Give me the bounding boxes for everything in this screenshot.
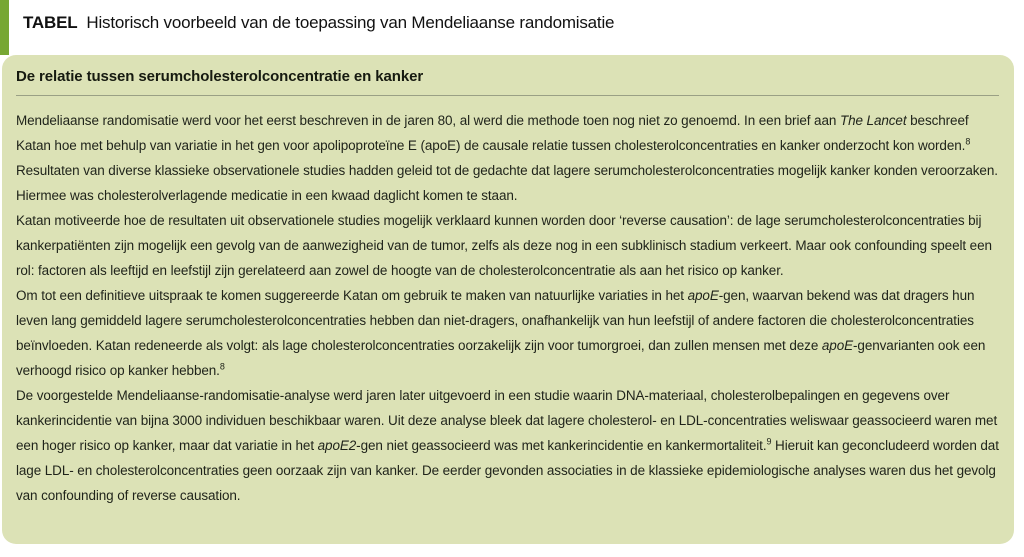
panel-divider [16, 95, 999, 96]
text-segment: De voorgestelde Mendeliaanse-randomisatie-analyse werd jaren later uitgevoerd in een studie waarin DNA-materiaal, cholesterolbepalingen en gegevens over kankerincidentie van bijna 3000 individuen beschikbaar waren. Uit deze analyse bleek dat lagere cholesterol- en LDL-concentraties weliswaar geassocieerd waren met een hoger risico op kanker, maar dat variatie in het [16, 388, 998, 453]
text-segment: Hieruit kan geconcludeerd worden dat lage LDL- en cholesterolconcentraties geen oorzaak zijn van kanker. De eerder gevonden associaties in de klassieke epidemiologische analyses waren dus het gevolg van confounding of reverse causation. [16, 438, 999, 503]
text-segment: Katan motiveerde hoe de resultaten uit observationele studies mogelijk verklaard kunnen worden door ‘reverse causation’: de lage serumcholesterolconcentraties bij kankerpatiënten zijn mogelijk een gevolg van de aanwezigheid van de tumor, zelfs als deze nog in een subklinisch stadium verkeert. Maar ook confounding speelt een rol: factoren als leeftijd en leefstijl zijn gerelateerd aan zowel de hoogte van de cholesterolconcentratie als aan het risico op kanker. [16, 213, 992, 278]
paragraph [16, 283, 1000, 383]
reference-superscript: 8 [965, 136, 971, 147]
header-accent-bar [0, 0, 9, 55]
text-segment: beschreef Katan hoe met behulp van variatie in het gen voor apolipoproteïne E (apoE) de causale relatie tussen cholesterolconcentraties en kanker onderzocht kon worden. [16, 113, 969, 153]
text-segment: Mendeliaanse randomisatie werd voor het eerst beschreven in de jaren 80, al werd die methode toen nog niet zo genoemd. In een brief aan [16, 113, 840, 128]
text-segment: -genvarianten ook een verhoogd risico op kanker hebben. [16, 338, 986, 378]
italic-text: apoE [821, 338, 854, 353]
italic-text: apoE2 [317, 438, 357, 453]
info-panel [2, 55, 1014, 544]
italic-text: apoE [687, 288, 719, 303]
paragraph [16, 208, 1000, 283]
text-segment: Om tot een definitieve uitspraak te komen suggereerde Katan om gebruik te maken van natuurlijke variaties in het [16, 288, 688, 303]
paragraph [16, 383, 1000, 508]
reference-superscript: 9 [766, 436, 772, 447]
italic-text: The Lancet [839, 113, 907, 128]
reference-superscript: 8 [219, 361, 225, 372]
text-segment: -gen niet geassocieerd was met kankerincidentie en kankermortaliteit. [356, 438, 767, 453]
table-kicker: TABEL [23, 13, 78, 32]
text-segment: -gen, waarvan bekend was dat dragers hun leven lang gemiddeld lagere serumcholesterolconcentraties hebben dan niet-dragers, onafhankelijk van hun leefstijl of andere factoren die cholesterolconcentraties beïnvloeden. Katan redeneerde als volgt: als lage cholesterolconcentraties oorzakelijk zijn voor tumorgroei, dan zullen mensen met deze [16, 288, 975, 353]
panel-heading: De relatie tussen serumcholesterolconcentratie en kanker [16, 68, 424, 85]
text-segment: Resultaten van diverse klassieke observationele studies hadden geleid tot de gedachte dat lagere serumcholesterolconcentraties mogelijk kanker konden veroorzaken. Hiermee was cholesterolverlagende medicatie in een kwaad daglicht komen te staan. [16, 163, 998, 203]
panel-body [16, 108, 1000, 508]
paragraph [16, 108, 1000, 208]
table-header [23, 13, 614, 33]
table-title: Historisch voorbeeld van de toepassing van Mendeliaanse randomisatie [86, 13, 615, 32]
